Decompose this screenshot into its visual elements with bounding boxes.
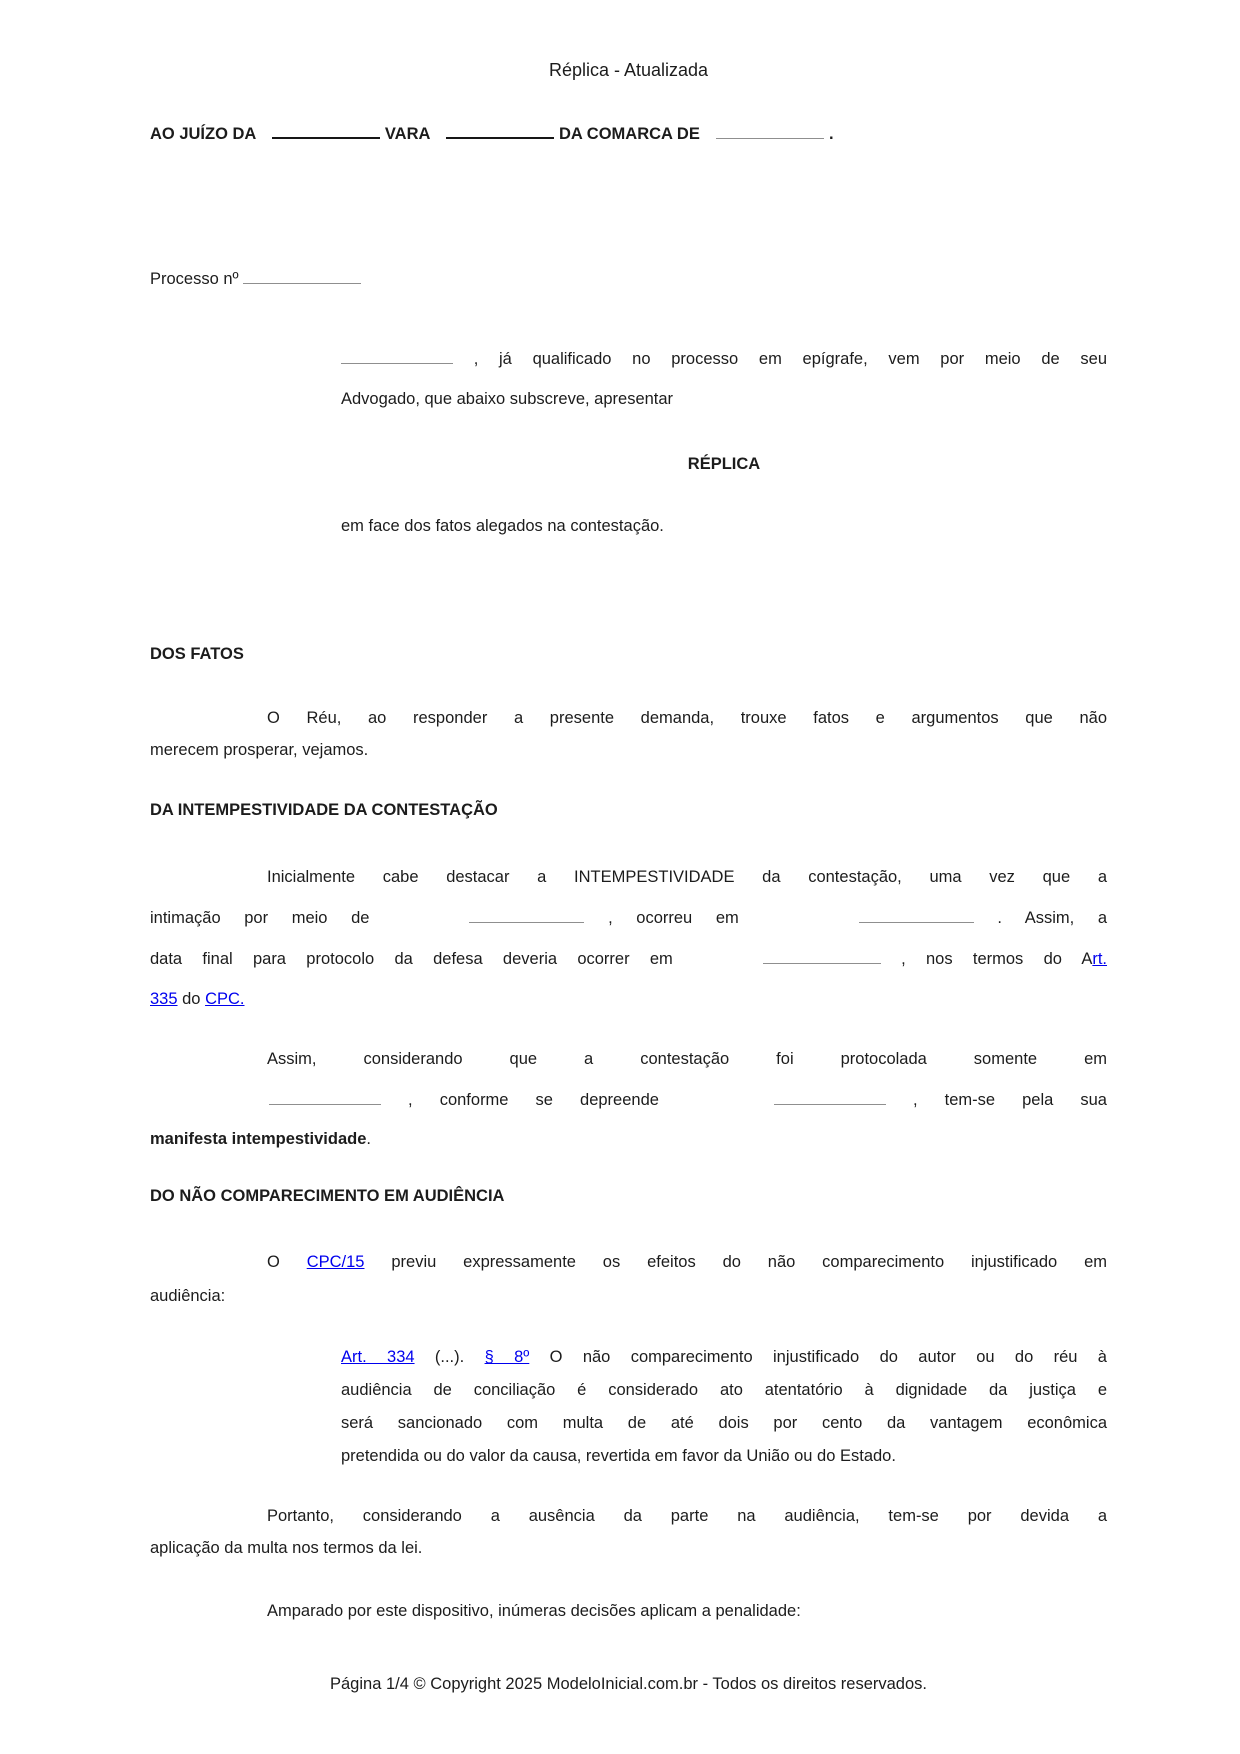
blank-field: [243, 258, 361, 284]
paragraph-em-face: [341, 510, 1107, 542]
text-run: O: [267, 1253, 307, 1271]
text-run: em face dos fatos alegados na contestação.: [341, 517, 664, 535]
text-run: .: [824, 125, 834, 143]
blank-field: [446, 112, 554, 139]
paragraph-intro: [341, 338, 1107, 419]
link-cpc[interactable]: CPC.: [205, 990, 245, 1008]
blank-field: [341, 338, 453, 364]
link-cpc-15[interactable]: CPC/15: [306, 1253, 365, 1271]
text-run: merecem prosperar, vejamos.: [150, 741, 369, 759]
paragraph-dos-fatos: [150, 702, 1107, 766]
blank-field: [269, 1079, 381, 1105]
blank-field: [469, 897, 584, 923]
blank-field: [763, 938, 881, 964]
text-run: VARA: [380, 125, 435, 143]
blockquote-art-334: [341, 1341, 1107, 1473]
heading-nao-comparecimento: DO NÃO COMPARECIMENTO EM AUDIÊNCIA: [150, 1187, 505, 1205]
text-run: , ocorreu em: [584, 909, 739, 927]
text-run: Assim, considerando que a contestação foi protocolada somente em: [267, 1050, 1107, 1068]
text-run: será sancionado com multa de até dois por cento da vantagem econômica: [341, 1414, 1107, 1432]
text-run: audiência:: [150, 1287, 226, 1305]
link-art-335[interactable]: rt.: [1092, 950, 1108, 968]
blank-field: [716, 113, 824, 139]
blank-field: [774, 1079, 886, 1105]
text-run: , conforme se depreende: [381, 1091, 659, 1109]
text-run: Inicialmente cabe destacar a INTEMPESTIVIDADE da contestação, uma vez que a: [267, 868, 1107, 886]
text-run: AO JUÍZO DA: [150, 125, 261, 143]
blank-field: [272, 112, 380, 139]
text-run: DA COMARCA DE: [554, 125, 705, 143]
text-run: . Assim, a: [973, 909, 1107, 927]
text-run: , já qualificado no processo em epígrafe, vem por meio de seu: [453, 350, 1107, 368]
text-run: .: [366, 1130, 371, 1148]
paragraph-portanto: [150, 1500, 1107, 1564]
link-art-334[interactable]: Art. 334: [341, 1348, 415, 1366]
page-footer: Página 1/4 © Copyright 2025 ModeloInicial.com.br - Todos os direitos reservados.: [330, 1675, 927, 1693]
text-run: manifesta intempestividade: [150, 1130, 367, 1148]
text-run: O não comparecimento injustificado do autor ou do réu à: [529, 1348, 1107, 1366]
text-run: Amparado por este dispositivo, inúmeras decisões aplicam a penalidade:: [267, 1602, 801, 1620]
text-run: data final para protocolo da defesa deveria ocorrer em: [150, 950, 673, 968]
text-run: pretendida ou do valor da causa, revertida em favor da União ou do Estado.: [341, 1447, 896, 1465]
blank-field: [859, 897, 974, 923]
text-run: Processo nº: [150, 270, 244, 288]
text-run: audiência de conciliação é considerado ato atentatório à dignidade da justiça e: [341, 1381, 1107, 1399]
text-run: do: [177, 990, 206, 1008]
paragraph-cpc15: [150, 1245, 1107, 1313]
text-run: , nos termos do A: [880, 950, 1093, 968]
text-run: Advogado, que abaixo subscreve, apresentar: [341, 390, 674, 408]
text-run: previu expressamente os efeitos do não comparecimento injustificado em: [364, 1253, 1107, 1271]
paragraph-intempestividade-1: [150, 857, 1107, 1019]
text-run: intimação por meio de: [150, 909, 370, 927]
text-run: (...).: [414, 1348, 485, 1366]
link-art-335-number[interactable]: 335: [150, 990, 178, 1008]
link-paragrafo-8[interactable]: § 8º: [484, 1348, 530, 1366]
text-run: Portanto, considerando a ausência da parte na audiência, tem-se por devida a: [267, 1507, 1107, 1525]
heading-replica: RÉPLICA: [687, 455, 761, 473]
text-run: aplicação da multa nos termos da lei.: [150, 1539, 423, 1557]
page-title: Réplica - Atualizada: [548, 60, 709, 80]
text-run: , tem-se pela sua: [885, 1091, 1107, 1109]
paragraph-intempestividade-2: [150, 1040, 1107, 1159]
heading-intempestividade: DA INTEMPESTIVIDADE DA CONTESTAÇÃO: [150, 801, 498, 819]
text-run: O Réu, ao responder a presente demanda, trouxe fatos e argumentos que não: [267, 709, 1107, 727]
heading-dos-fatos: DOS FATOS: [150, 645, 244, 663]
paragraph-amparado: [150, 1595, 1107, 1627]
court-address-line: [150, 112, 1107, 150]
process-number-line: [150, 258, 1107, 295]
